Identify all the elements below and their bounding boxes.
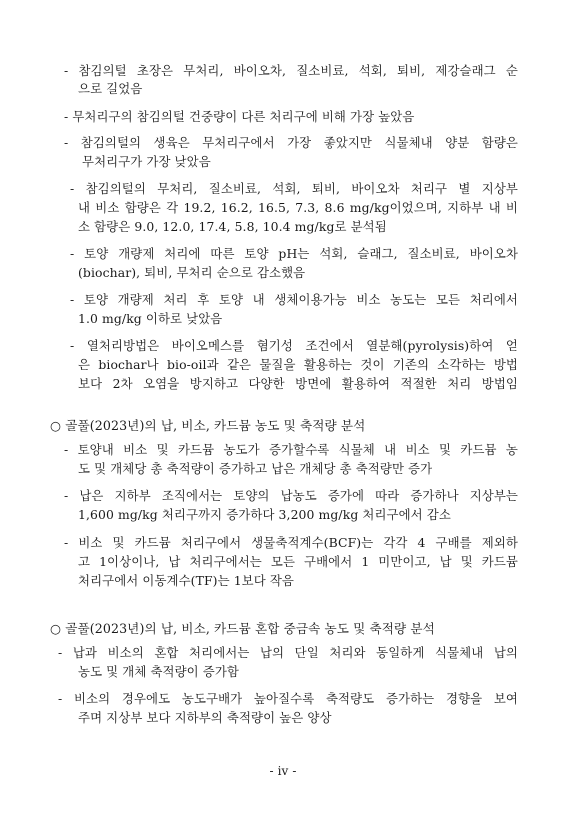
bullet-line: - 납과 비소의 혼합 처리에서는 납의 단일 처리와 동일하게 식물체내 납의 [58, 645, 518, 660]
bullet-line: - 토양 개량제 처리에 따른 토양 pH는 석회, 슬래그, 질소비료, 바이오차 [70, 246, 518, 261]
bullet-line: - 참김의털의 생육은 무처리구에서 가장 좋았지만 식물체내 양분 함량은 [64, 135, 518, 150]
section-heading: ○ 골풀(2023년)의 납, 비소, 카드뮴 농도 및 축적량 분석 [50, 418, 366, 433]
bullet-line: - 토양 개량제 처리 후 토양 내 생체이용가능 비소 농도는 모든 처리에서 [70, 292, 518, 307]
bullet-line-cont: 도 및 개체당 총 축적량이 증가하고 납은 개체당 총 축적량만 증가 [78, 461, 433, 476]
page-number: - iv - [269, 764, 297, 778]
bullet-line-cont: 소 함량은 9.0, 12.0, 17.4, 5.8, 10.4 mg/kg로 분석됨 [78, 219, 387, 234]
bullet-line-cont: 주며 지상부 보다 지하부의 축적량이 높은 양상 [78, 710, 332, 725]
bullet-line: - 비소 및 카드뮴 처리구에서 생물축적계수(BCF)는 각각 4 구배를 제외하 [64, 535, 518, 550]
bullet-line: - 참김의털의 무처리, 질소비료, 석회, 퇴비, 바이오차 처리구 별 지상부 [70, 181, 518, 196]
bullet-line-cont: 처리구에서 이동계수(TF)는 1보다 작음 [78, 573, 294, 588]
section-heading: ○ 골풀(2023년)의 납, 비소, 카드뮴 혼합 중금속 농도 및 축적량 분석 [50, 621, 435, 636]
bullet-line-cont: 내 비소 함량은 각 19.2, 16.2, 16.5, 7.3, 8.6 mg/kg이었으며, 지하부 내 비 [78, 200, 518, 215]
bullet-line-cont: 1,600 mg/kg 처리구까지 증가하다 3,200 mg/kg 처리구에서 감소 [78, 507, 451, 522]
bullet-line: - 열처리방법은 바이오메스를 혐기성 조건에서 열분해(pyrolysis)하여 얻 [70, 338, 518, 353]
bullet-line: - 토양내 비소 및 카드뮴 농도가 증가할수록 식물체 내 비소 및 카드뮴 농 [64, 442, 518, 457]
bullet-line: - 참김의털 초장은 무처리, 바이오차, 질소비료, 석회, 퇴비, 제강슬래그 순 [64, 63, 518, 78]
bullet-line-cont: 1.0 mg/kg 이하로 낮았음 [78, 311, 223, 326]
bullet-line-cont: (biochar), 퇴비, 무처리 순으로 감소했음 [78, 265, 306, 280]
bullet-line-cont: 은 biochar나 bio-oil과 같은 물질을 활용하는 것이 기존의 소각하는 방법 [78, 357, 518, 372]
bullet-line-cont: 농도 및 개체 축적량이 증가함 [78, 664, 239, 679]
bullet-line: - 납은 지하부 조직에서는 토양의 납농도 증가에 따라 증가하나 지상부는 [64, 488, 518, 503]
bullet-line-cont: 무처리구가 가장 낮았음 [82, 154, 211, 169]
bullet-line-cont: 으로 길었음 [78, 81, 143, 96]
bullet-line-cont: 보다 2차 오염을 방지하고 다양한 방면에 활용하여 적절한 처리 방법임 [78, 376, 518, 391]
bullet-line: - 무처리구의 참김의털 건중량이 다른 처리구에 비해 가장 높았음 [64, 109, 415, 124]
bullet-line: - 비소의 경우에도 농도구배가 높아질수록 축적량도 증가하는 경향을 보여 [58, 691, 518, 706]
bullet-line-cont: 고 1이상이나, 납 처리구에서는 모든 구배에서 1 미만이고, 납 및 카드뮴 [78, 554, 518, 569]
